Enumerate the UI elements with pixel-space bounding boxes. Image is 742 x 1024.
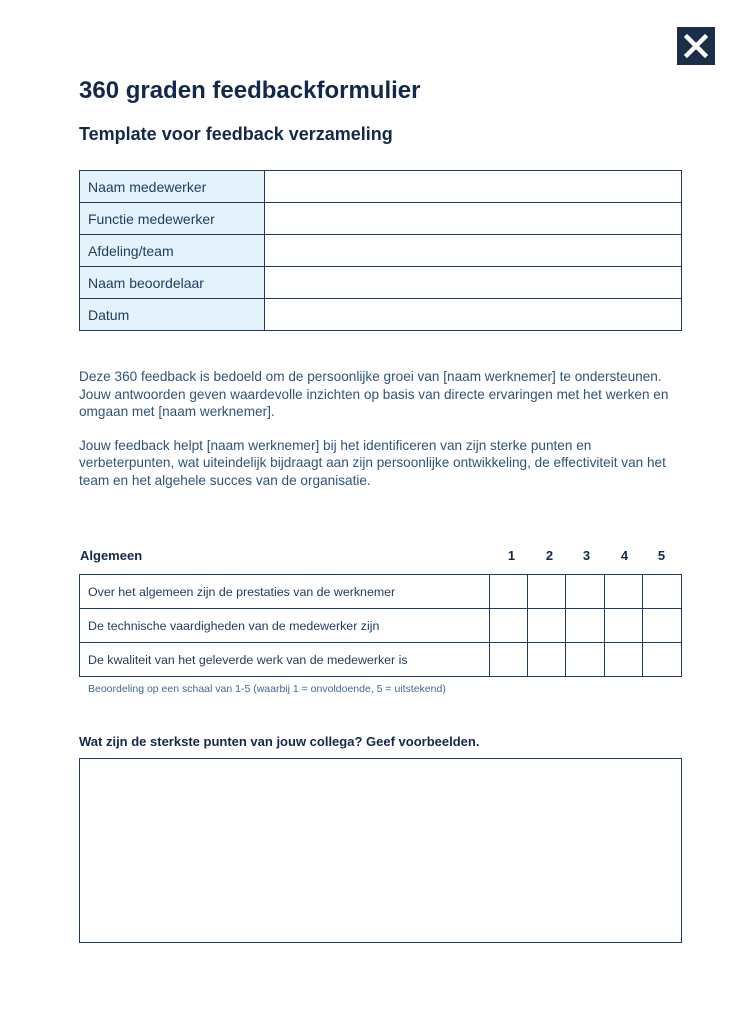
info-row: [80, 299, 682, 331]
rating-cell-1[interactable]: [489, 643, 527, 677]
scale-label-1: 1: [507, 548, 516, 563]
scale-label-3: 3: [582, 548, 591, 563]
info-value-reviewer-name[interactable]: [265, 267, 682, 299]
info-value-employee-name[interactable]: [265, 171, 682, 203]
rating-row: [80, 609, 682, 643]
rating-section-title: Algemeen: [80, 548, 143, 563]
rating-cell-3[interactable]: [566, 575, 604, 609]
rating-question: De kwaliteit van het geleverde werk van de medewerker is: [80, 643, 490, 677]
info-label-employee-function: Functie medewerker: [80, 203, 265, 235]
info-row: [80, 171, 682, 203]
open-question-label: Wat zijn de sterkste punten van jouw collega? Geef voorbeelden.: [79, 734, 480, 749]
close-button[interactable]: [677, 27, 715, 65]
rating-header: [79, 546, 682, 566]
rating-cell-2[interactable]: [527, 575, 565, 609]
rating-cell-4[interactable]: [604, 609, 642, 643]
rating-cell-1[interactable]: [489, 575, 527, 609]
rating-cell-5[interactable]: [643, 609, 682, 643]
scale-label-2: 2: [545, 548, 554, 563]
rating-cell-1[interactable]: [489, 609, 527, 643]
page-title: 360 graden feedbackformulier: [79, 77, 421, 104]
scale-label-5: 5: [657, 548, 666, 563]
info-value-employee-function[interactable]: [265, 203, 682, 235]
rating-question: De technische vaardigheden van de medewerker zijn: [80, 609, 490, 643]
rating-cell-4[interactable]: [604, 575, 642, 609]
rating-cell-2[interactable]: [527, 643, 565, 677]
info-label-reviewer-name: Naam beoordelaar: [80, 267, 265, 299]
rating-table: [79, 574, 682, 677]
info-row: [80, 203, 682, 235]
info-label-date: Datum: [80, 299, 265, 331]
rating-cell-5[interactable]: [643, 575, 682, 609]
rating-cell-5[interactable]: [643, 643, 682, 677]
employee-info-table: [79, 170, 682, 331]
rating-cell-3[interactable]: [566, 643, 604, 677]
rating-question: Over het algemeen zijn de prestaties van de werknemer: [80, 575, 490, 609]
info-label-department: Afdeling/team: [80, 235, 265, 267]
info-label-employee-name: Naam medewerker: [80, 171, 265, 203]
rating-cell-2[interactable]: [527, 609, 565, 643]
intro-paragraph: Deze 360 feedback is bedoeld om de persoonlijke groei van [naam werknemer] te ondersteunen. Jouw antwoorden geven waardevolle inzichten op basis van directe ervaringen met het werken en omgaan met [naam werknemer].: [79, 369, 669, 419]
rating-cell-3[interactable]: [566, 609, 604, 643]
info-row: [80, 235, 682, 267]
page-subtitle: Template voor feedback verzameling: [79, 124, 393, 144]
info-value-department[interactable]: [265, 235, 682, 267]
info-row: [80, 267, 682, 299]
rating-row: [80, 575, 682, 609]
info-value-date[interactable]: [265, 299, 682, 331]
intro-text: [79, 368, 679, 505]
rating-cell-4[interactable]: [604, 643, 642, 677]
intro-paragraph: Jouw feedback helpt [naam werknemer] bij het identificeren van zijn sterke punten en verbeterpunten, wat uiteindelijk bijdraagt aan zijn persoonlijke ontwikkeling, de effectiviteit van het team en het algehele succes van de organisatie.: [79, 437, 666, 488]
scale-label-4: 4: [620, 548, 629, 563]
scale-note: Beoordeling op een schaal van 1-5 (waarbij 1 = onvoldoende, 5 = uitstekend): [88, 683, 446, 695]
open-question-answer[interactable]: [79, 758, 682, 943]
close-icon: [682, 32, 710, 60]
rating-row: [80, 643, 682, 677]
